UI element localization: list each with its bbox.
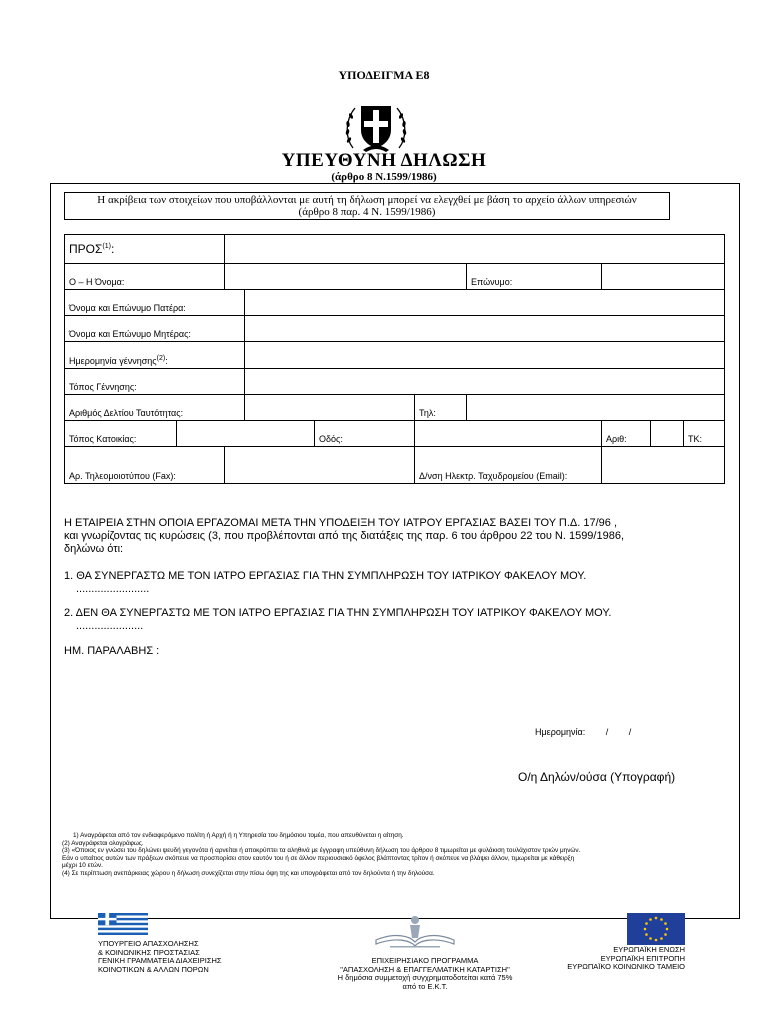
date-row bbox=[535, 727, 631, 737]
mother-name-label: Όνομα και Επώνυμο Μητέρας: bbox=[65, 316, 245, 342]
fax-field[interactable] bbox=[225, 447, 415, 484]
mother-name-field[interactable] bbox=[245, 316, 725, 342]
to-field[interactable] bbox=[225, 235, 725, 264]
birth-place-field[interactable] bbox=[245, 369, 725, 395]
option-1-text: 1. ΘΑ ΣΥΝΕΡΓΑΣΤΩ ΜΕ ΤΟΝ ΙΑΤΡΟ ΕΡΓΑΣΙΑΣ ΓΙΑ ΤΗΝ ΣΥΜΠΛΗΡΩΣΗ ΤΟΥ ΙΑΤΡΙΚΟΥ ΦΑΚΕΛΟΥ ΜΟΥ. bbox=[64, 570, 587, 582]
document-subtitle: (άρθρο 8 Ν.1599/1986) bbox=[331, 171, 437, 183]
eu-organization-name bbox=[540, 946, 685, 972]
greek-flag-icon bbox=[98, 913, 148, 935]
phone-field[interactable] bbox=[467, 395, 725, 421]
ministry-line1: ΥΠΟΥΡΓΕΙΟ ΑΠΑΣΧΟΛΗΣΗΣ bbox=[98, 939, 199, 948]
footnote-3-continued: Εάν ο υπαίτιος αυτών των πράξεων σκόπευε να προσπορίσει στον εαυτόν του ή σε άλλον περιουσιακό όφελος βλάπτοντας τρίτον ή σκόπευε να βλάψει άλλον, τιμωρείται με κάθειρξη bbox=[62, 854, 575, 862]
eu-flag-icon bbox=[627, 913, 685, 945]
signature-label: Ο/η Δηλών/ούσα (Υπογραφή) bbox=[518, 770, 676, 784]
model-title: ΥΠΟΔΕΙΓΜΑ Ε8 bbox=[338, 68, 430, 82]
birth-date-field[interactable] bbox=[245, 342, 725, 369]
greek-coat-of-arms-emblem bbox=[343, 100, 409, 156]
program-line2: "ΑΠΑΣΧΟΛΗΣΗ & ΕΠΑΓΓΕΛΜΑΤΙΚΗ ΚΑΤΑΡΤΙΣΗ" bbox=[340, 964, 510, 974]
postcode-label: ΤΚ: bbox=[684, 421, 725, 447]
ministry-line4: ΚΟΙΝΟΤΙΚΩΝ & ΑΛΛΩΝ ΠΟΡΩΝ bbox=[98, 964, 209, 974]
statement-text bbox=[64, 517, 724, 556]
ministry-line3: ΓΕΝΙΚΗ ΓΡΑΜΜΑΤΕΙΑ ΔΙΑΧΕΙΡΙΣΗΣ bbox=[98, 956, 222, 966]
date-separator-2: / bbox=[628, 727, 632, 737]
program-line1: ΕΠΙΧΕΙΡΗΣΙΑΚΟ ΠΡΟΓΡΑΜΜΑ bbox=[371, 956, 479, 965]
footnote-2: (2) Αναγράφεται ολογράφως. bbox=[62, 839, 144, 847]
option-2-dots: ...................... bbox=[76, 620, 144, 632]
program-line4: από το Ε.Κ.Τ. bbox=[402, 981, 448, 991]
residence-field[interactable] bbox=[177, 421, 315, 447]
operational-program-logo-icon bbox=[370, 912, 460, 950]
receipt-date-label: ΗΜ. ΠΑΡΑΛΑΒΗΣ : bbox=[64, 645, 160, 657]
statement-line3: δηλώνω ότι: bbox=[64, 543, 124, 555]
surname-label: Επώνυμο: bbox=[467, 264, 602, 290]
birth-place-label: Τόπος Γέννησης: bbox=[65, 369, 245, 395]
fax-label: Αρ. Τηλεομοιοτύπου (Fax): bbox=[65, 447, 225, 484]
eu-line2: ΕΥΡΩΠΑΪΚΗ ΕΠΙΤΡΟΠΗ bbox=[600, 953, 685, 963]
statement-line1: Η ΕΤΑΙΡΕΙΑ ΣΤΗΝ ΟΠΟΙΑ ΕΡΓΑΖΟΜΑΙ ΜΕΤΑ ΤΗΝ ΥΠΟΔΕΙΞΗ ΤΟΥ ΙΑΤΡΟΥ ΕΡΓΑΣΙΑΣ ΒΑΣΕΙ ΤΟΥ Π.Δ. 17/96 , bbox=[64, 517, 618, 529]
eu-line3: ΕΥΡΩΠΑΪΚΟ ΚΟΙΝΩΝΙΚΟ ΤΑΜΕΙΟ bbox=[567, 962, 685, 972]
id-number-field[interactable] bbox=[245, 395, 415, 421]
father-name-field[interactable] bbox=[245, 290, 725, 316]
id-number-label: Αριθμός Δελτίου Ταυτότητας: bbox=[65, 395, 245, 421]
statement-line2: και γνωρίζοντας τις κυρώσεις (3, που προβλέπονται από της διατάξεις της παρ. 6 του άρθρου 22 του Ν. 1599/1986, bbox=[64, 530, 625, 542]
program-line3: Η δημόσια συμμετοχή συγχρηματοδοτείται κατά 75% bbox=[337, 973, 513, 983]
first-name-label: Ο – Η Όνομα: bbox=[65, 264, 225, 290]
footnote-3-end: μέχρι 10 ετών. bbox=[62, 862, 103, 870]
street-number-field[interactable] bbox=[651, 421, 684, 447]
accuracy-notice-line2: (άρθρο 8 παρ. 4 Ν. 1599/1986) bbox=[298, 206, 436, 218]
father-name-label: Όνομα και Επώνυμο Πατέρα: bbox=[65, 290, 245, 316]
email-label: Δ/νση Ηλεκτρ. Ταχυδρομείου (Email): bbox=[415, 447, 602, 484]
date-separator-1: / bbox=[605, 727, 609, 737]
option-2-text: 2. ΔΕΝ ΘΑ ΣΥΝΕΡΓΑΣΤΩ ΜΕ ΤΟΝ ΙΑΤΡΟ ΕΡΓΑΣΙΑΣ ΓΙΑ ΤΗΝ ΣΥΜΠΛΗΡΩΣΗ ΤΟΥ ΙΑΤΡΙΚΟΥ ΦΑΚΕΛΟΥ ΜΟΥ. bbox=[64, 607, 612, 619]
email-field[interactable] bbox=[602, 447, 725, 484]
accuracy-notice-line1: Η ακρίβεια των στοιχείων που υποβάλλονται με αυτή τη δήλωση μπορεί να ελεγχθεί με βάση το αρχείο άλλων υπηρεσιών bbox=[97, 194, 637, 206]
first-name-field[interactable] bbox=[225, 264, 467, 290]
street-label: Οδός: bbox=[315, 421, 415, 447]
surname-field[interactable] bbox=[602, 264, 725, 290]
option-1-dots: ........................ bbox=[76, 583, 150, 595]
birth-date-label: Ημερομηνία γέννησης$^{(2)}$: bbox=[65, 342, 245, 369]
personal-data-form bbox=[64, 234, 725, 484]
date-label: Ημερομηνία: bbox=[535, 727, 586, 737]
eu-line1: ΕΥΡΩΠΑΪΚΗ ΕΝΩΣΗ bbox=[613, 945, 685, 954]
residence-label: Τόπος Κατοικίας: bbox=[65, 421, 177, 447]
accuracy-notice bbox=[64, 192, 670, 220]
ministry-name bbox=[98, 940, 222, 974]
to-label: ΠΡΟΣ$^{(1)}$: bbox=[65, 235, 225, 264]
street-field[interactable] bbox=[415, 421, 602, 447]
footnote-1: 1) Αναγράφεται από τον ενδιαφερόμενο πολίτη ή Αρχή ή η Υπηρεσία του δημόσιου τομέα, που απευθύνεται η αίτηση. bbox=[73, 832, 404, 839]
street-number-label: Αριθ: bbox=[602, 421, 651, 447]
footnote-4: (4) Σε περίπτωση ανεπάρκειας χώρου η δήλωση συνεχίζεται στην πίσω όψη της και υπογράφεται από τον δηλούντα ή την δηλούσα. bbox=[62, 869, 435, 877]
footnote-3: (3) «Όποιος εν γνώσει του δηλώνει ψευδή γεγονότα ή αρνείται ή αποκρύπτει τα αληθινά με έγγραφη υπεύθυνη δήλωση του άρθρου 8 τιμωρείται με φυλάκιση τουλάχιστον τριών μηνών. bbox=[62, 847, 581, 855]
ministry-line2: & ΚΟΙΝΩΝΙΚΗΣ ΠΡΟΣΤΑΣΙΑΣ bbox=[98, 947, 200, 957]
footnotes bbox=[62, 832, 702, 878]
document-title: ΥΠΕΥΘΥΝΗ ΔΗΛΩΣΗ bbox=[281, 150, 487, 171]
phone-label: Τηλ: bbox=[415, 395, 467, 421]
